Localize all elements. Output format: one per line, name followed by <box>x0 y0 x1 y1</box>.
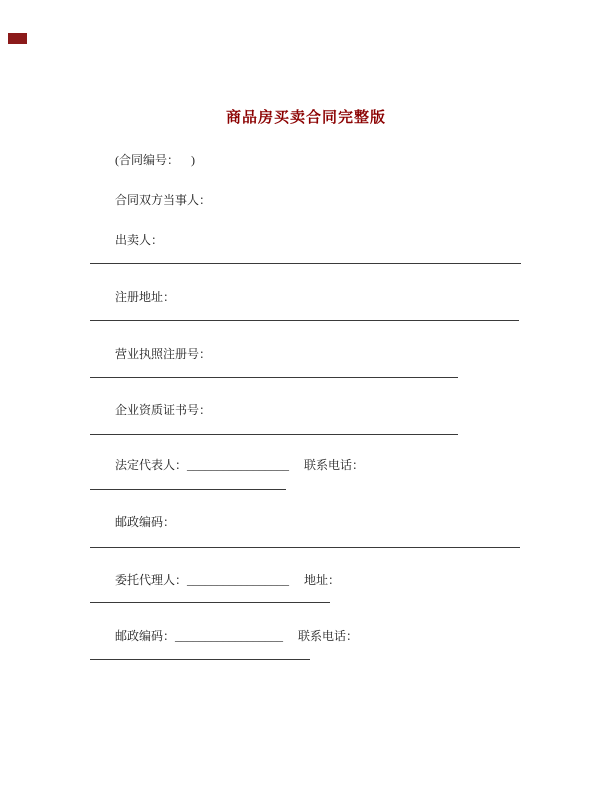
blank-line-postal-code-phone <box>90 659 310 660</box>
document-title: 商品房买卖合同完整版 <box>225 110 386 126</box>
blank-line-legal-rep-phone <box>90 489 286 490</box>
blank-line-registered-address <box>90 320 519 321</box>
parties-line: 合同双方当事人： <box>115 193 212 207</box>
registered-address-label: 注册地址： <box>115 290 176 304</box>
seller-label: 出卖人： <box>115 233 164 247</box>
blank-line-agent-address <box>90 602 330 603</box>
blank-line-postal-code-1 <box>90 547 520 548</box>
blank-line-qualification-cert <box>90 434 458 435</box>
contract-number-line: (合同编号： ) <box>115 153 195 167</box>
agent-address-line: 委托代理人：_________________ 地址： <box>115 573 341 587</box>
postal-code-label-1: 邮政编码： <box>115 515 176 529</box>
blank-line-business-license <box>90 377 458 378</box>
qualification-cert-label: 企业资质证书号： <box>115 403 212 417</box>
legal-rep-phone-line: 法定代表人：_________________ 联系电话： <box>115 458 365 472</box>
red-corner-mark <box>8 33 27 44</box>
postal-code-phone-line: 邮政编码：__________________ 联系电话： <box>115 629 359 643</box>
business-license-label: 营业执照注册号： <box>115 347 212 361</box>
blank-line-seller <box>90 263 521 264</box>
